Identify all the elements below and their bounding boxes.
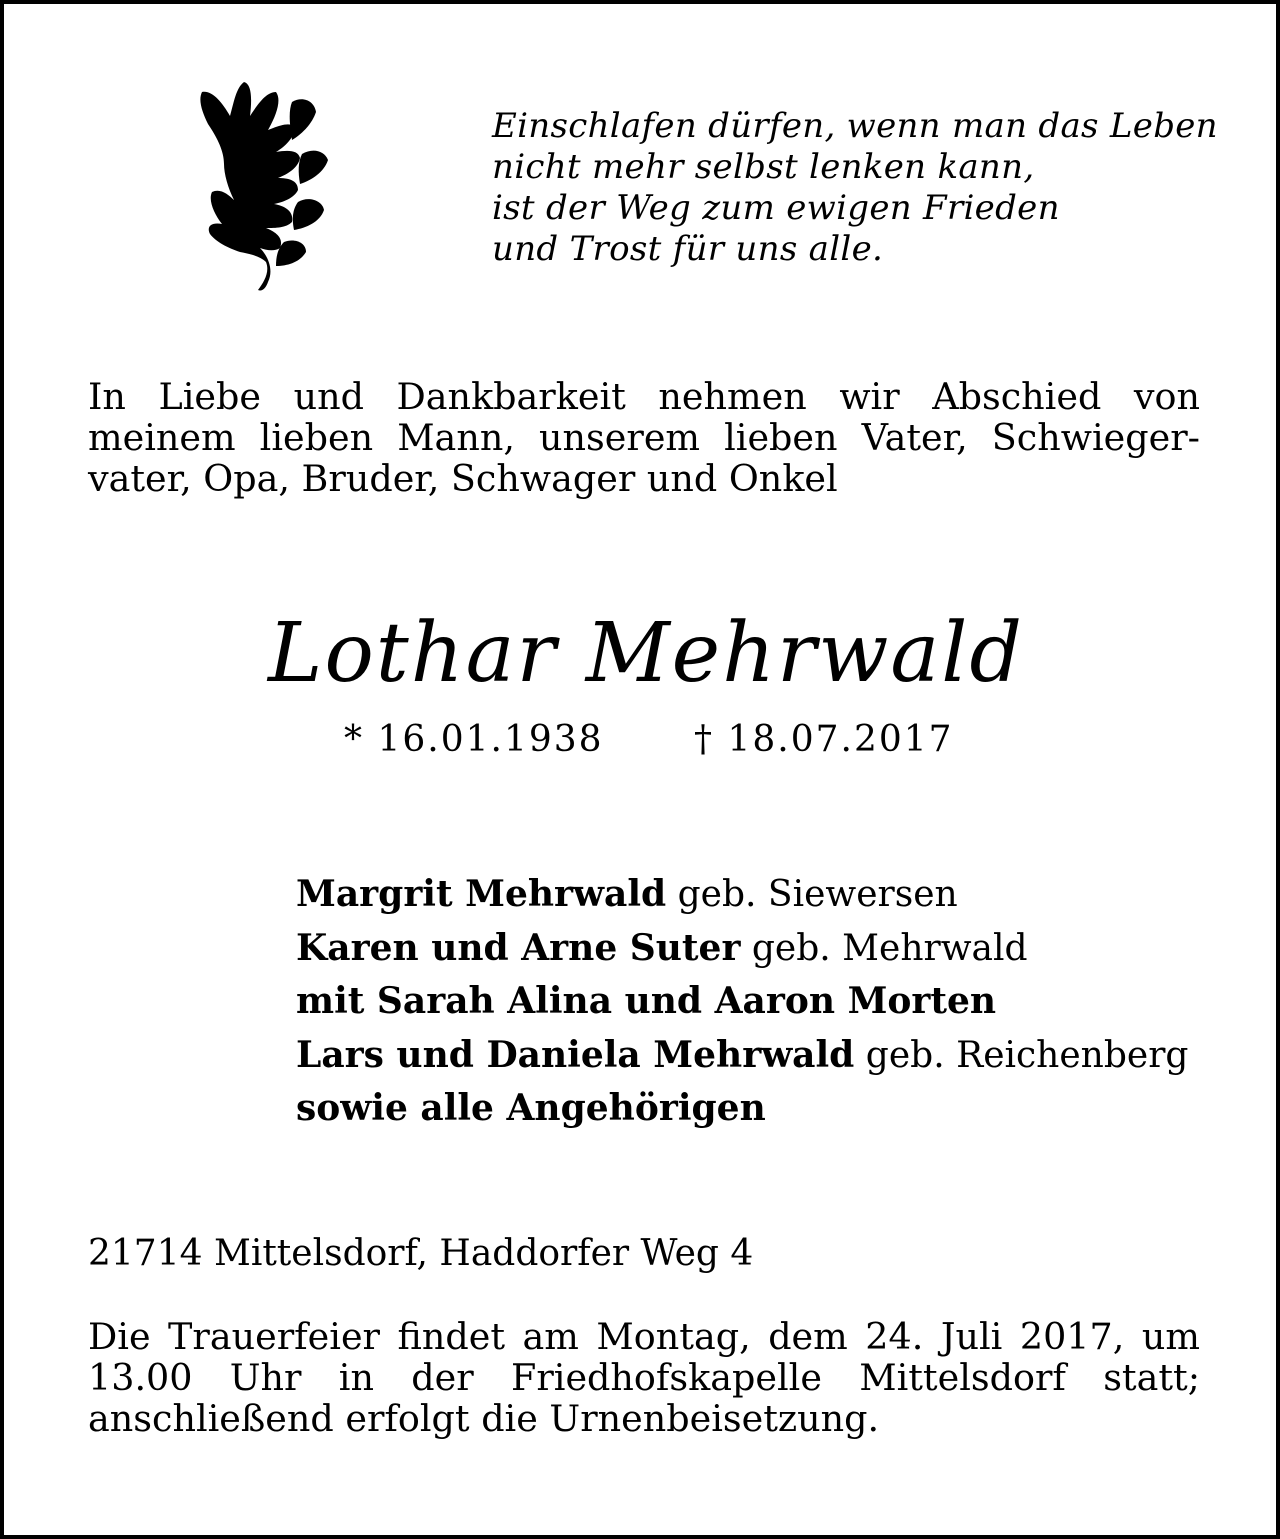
deceased-name: Lothar Mehrwald <box>267 606 1025 701</box>
intro-line: In Liebe und Dankbarkeit nehmen wir Abschied von <box>88 375 1200 418</box>
mourner-name: mit Sarah Alina und Aaron Morten <box>296 980 997 1022</box>
poem <box>492 106 1232 270</box>
ceremony-line: 13.00 Uhr in der Friedhofskapelle Mittelsdorf statt; <box>88 1356 1200 1399</box>
mourner-row <box>296 975 1236 1029</box>
mourner-row <box>296 1029 1236 1083</box>
mourner-row <box>296 922 1236 976</box>
mourner-note: geb. Siewersen <box>666 874 958 915</box>
mourners-list <box>296 868 1236 1136</box>
mourner-note: geb. Reichenberg <box>854 1034 1189 1076</box>
antler-icon <box>194 76 344 296</box>
mourner-note: geb. Mehrwald <box>740 927 1028 969</box>
mourner-row <box>296 1082 1236 1136</box>
intro-text <box>88 376 1200 499</box>
intro-line: vater, Opa, Bruder, Schwager und Onkel <box>88 457 838 500</box>
ceremony-line: Die Trauerfeier findet am Montag, dem 24. Juli 2017, um <box>88 1315 1200 1358</box>
ceremony-text <box>88 1316 1200 1439</box>
poem-line: nicht mehr selbst lenken kann, <box>492 147 1035 187</box>
mourner-name: Lars und Daniela Mehrwald <box>296 1033 855 1076</box>
mourner-name: Margrit Mehrwald <box>296 873 667 915</box>
family-address: 21714 Mittelsdorf, Haddorfer Weg 4 <box>88 1233 754 1274</box>
mourner-name: sowie alle Angehörigen <box>296 1087 766 1129</box>
birth-date: * 16.01.1938 <box>344 719 604 760</box>
poem-line: und Trost für uns alle. <box>492 229 884 269</box>
mourner-name: Karen und Arne Suter <box>296 926 741 969</box>
death-date: † 18.07.2017 <box>694 719 954 760</box>
poem-line: Einschlafen dürfen, wenn man das Leben <box>492 106 1218 146</box>
poem-line: ist der Weg zum ewigen Frieden <box>492 188 1060 228</box>
mourner-row <box>296 868 1236 922</box>
intro-line: meinem lieben Mann, unserem lieben Vater, Schwieger- <box>88 416 1200 459</box>
ceremony-line: anschließend erfolgt die Urnenbeisetzung. <box>88 1397 880 1440</box>
